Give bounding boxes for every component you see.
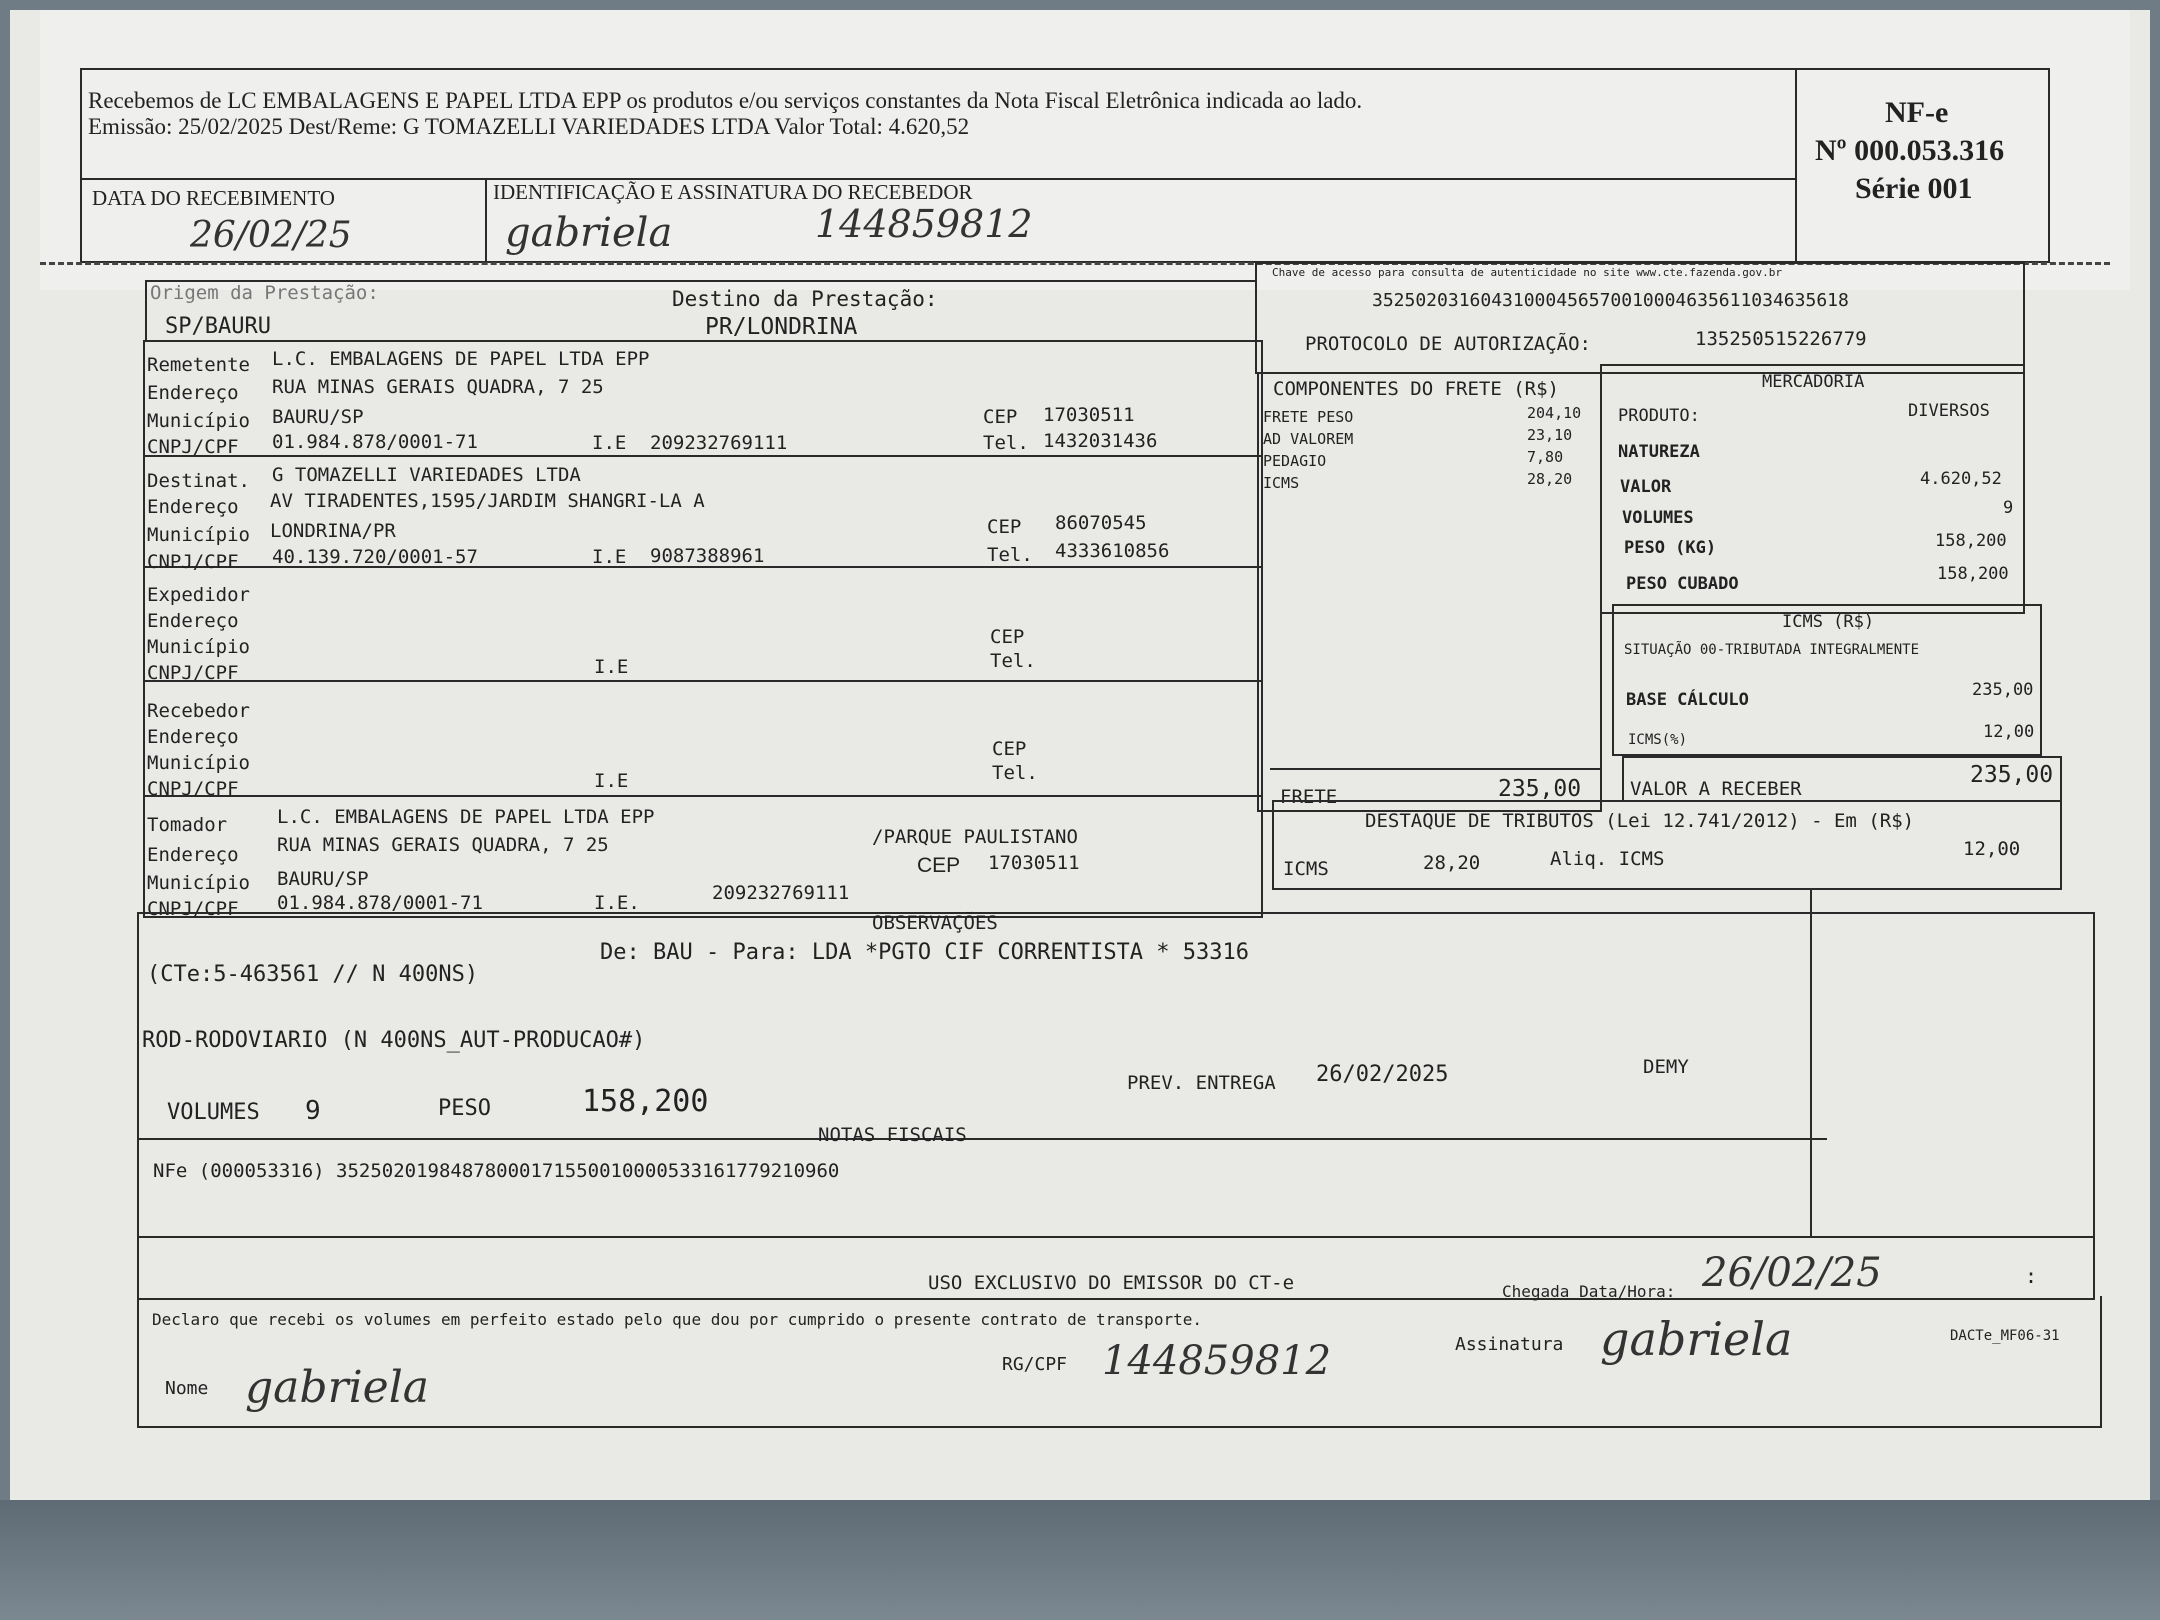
declaro-text: Declaro que recebi os volumes em perfeito estado pelo que dou por cumprido o presente contrato de transporte.	[152, 1310, 1202, 1329]
expedidor-label: Expedidor	[147, 584, 250, 606]
remetente-tel: 1432031436	[1043, 430, 1158, 452]
ident-signature: gabriela	[505, 210, 673, 256]
obs-line1a: (CTe:5-463561 // N 400NS)	[147, 962, 479, 987]
tributos-icms-value: 28,20	[1423, 852, 1481, 874]
prev-entrega-label: PREV. ENTREGA	[1127, 1072, 1276, 1094]
tomador-bairro: /PARQUE PAULISTANO	[872, 826, 1078, 848]
tributos-aliq-label: Aliq. ICMS	[1550, 848, 1665, 870]
tributos-aliq-value: 12,00	[1963, 838, 2021, 860]
recebedor-endereco-label: Endereço	[147, 726, 239, 748]
componente-label: PEDAGIO	[1263, 452, 1327, 470]
destinatario-endereco-label: Endereço	[147, 496, 239, 518]
expedidor-ie-label: I.E	[594, 656, 629, 678]
destinatario-endereco: AV TIRADENTES,1595/JARDIM SHANGRI-LA A	[270, 490, 705, 512]
frete-value: 235,00	[1498, 776, 1582, 802]
expedidor-endereco-label: Endereço	[147, 610, 239, 632]
tomador-cnpj-label: CNPJ/CPF	[147, 898, 239, 920]
tomador-endereco: RUA MINAS GERAIS QUADRA, 7 25	[277, 834, 609, 856]
remetente-label: Remetente	[147, 354, 250, 376]
frete-sep	[1270, 768, 1600, 770]
frete-label: FRETE	[1280, 786, 1338, 808]
remetente-endereco-label: Endereço	[147, 382, 239, 404]
destino-value: PR/LONDRINA	[705, 314, 858, 340]
remetente-endereco: RUA MINAS GERAIS QUADRA, 7 25	[272, 376, 604, 398]
ident-recebedor-label: IDENTIFICAÇÃO E ASSINATURA DO RECEBEDOR	[493, 180, 973, 204]
obs-volumes-label: VOLUMES	[167, 1100, 260, 1125]
remetente-nome: L.C. EMBALAGENS DE PAPEL LTDA EPP	[272, 348, 650, 370]
recebedor-ie-label: I.E	[594, 770, 629, 792]
destinatario-nome: G TOMAZELLI VARIEDADES LTDA	[272, 464, 581, 486]
obs-peso-value: 158,200	[582, 1084, 709, 1119]
icms-aliq-label: ICMS(%)	[1628, 732, 1688, 748]
icms-title: ICMS (R$)	[1782, 612, 1875, 632]
uso-title: USO EXCLUSIVO DO EMISSOR DO CT-e	[928, 1272, 1295, 1294]
valor-receber-label: VALOR A RECEBER	[1630, 778, 1802, 800]
assinatura-signature: gabriela	[1600, 1312, 1793, 1366]
recebedor-tel-label: Tel.	[992, 762, 1038, 784]
obs-line2: ROD-RODOVIARIO (N 400NS_AUT-PRODUCAO#)	[142, 1028, 646, 1053]
obs-peso-label: PESO	[438, 1096, 491, 1121]
destinatario-tel: 4333610856	[1055, 540, 1170, 562]
obs-volumes-value: 9	[305, 1096, 321, 1126]
valor-value: 4.620,52	[1920, 469, 2002, 489]
remetente-cep: 17030511	[1043, 404, 1135, 426]
remetente-cnpj: 01.984.878/0001-71	[272, 431, 478, 453]
remetente-cep-label: CEP	[983, 406, 1018, 428]
notas-title: NOTAS FISCAIS	[818, 1124, 967, 1146]
sep-rec-tom	[143, 795, 1263, 797]
destinatario-municipio-label: Município	[147, 524, 250, 546]
componentes-title: COMPONENTES DO FRETE (R$)	[1273, 378, 1559, 400]
ident-document: 144859812	[815, 202, 1033, 246]
chave-value: 35250203160431000456570010004635611034635618	[1372, 290, 1849, 311]
icms-aliq-value: 12,00	[1983, 722, 2035, 742]
componente-label: FRETE PESO	[1263, 408, 1354, 426]
obs-notas-sep	[137, 1138, 1827, 1140]
remetente-municipio-label: Município	[147, 410, 250, 432]
nfe-title: NF-e	[1885, 96, 1949, 129]
chave-label: Chave de acesso para consulta de autenticidade no site www.cte.fazenda.gov.br	[1272, 266, 1782, 279]
stub-line1: Recebemos de LC EMBALAGENS E PAPEL LTDA EPP os produtos e/ou serviços constantes da Nota Fiscal Eletrônica indicada ao lado.	[88, 88, 1363, 113]
tomador-cep-label: CEP	[917, 854, 961, 877]
componente-label: ICMS	[1263, 474, 1300, 492]
expedidor-cnpj-label: CNPJ/CPF	[147, 662, 239, 684]
tomador-ie-label: I.E.	[594, 892, 640, 914]
assinatura-label: Assinatura	[1455, 1334, 1564, 1355]
destinatario-cnpj: 40.139.720/0001-57	[272, 546, 478, 568]
prev-entrega-value: 26/02/2025	[1316, 1062, 1449, 1087]
valor-receber-value: 235,00	[1970, 762, 2054, 788]
base-calculo-label: BASE CÁLCULO	[1626, 690, 1749, 710]
tomador-ie: 209232769111	[712, 882, 850, 904]
tomador-endereco-label: Endereço	[147, 844, 239, 866]
destinatario-cep: 86070545	[1055, 512, 1147, 534]
destinatario-ie: 9087388961	[650, 545, 765, 567]
recebedor-label: Recebedor	[147, 700, 250, 722]
tomador-cep: 17030511	[988, 852, 1080, 874]
recebedor-municipio-label: Município	[147, 752, 250, 774]
componente-value: 204,10	[1527, 404, 1582, 422]
volumes-value: 9	[2003, 498, 2014, 518]
destinatario-cnpj-label: CNPJ/CPF	[147, 551, 239, 573]
remetente-cnpj-label: CNPJ/CPF	[147, 436, 239, 458]
peso-label: PESO (KG)	[1624, 538, 1717, 558]
chegada-label: Chegada Data/Hora:	[1502, 1282, 1676, 1301]
volumes-label: VOLUMES	[1622, 508, 1694, 528]
peso-value: 158,200	[1935, 531, 2007, 551]
destinatario-ie-label: I.E	[592, 546, 627, 568]
componente-value: 23,10	[1527, 426, 1573, 444]
produto-label: PRODUTO:	[1618, 406, 1700, 426]
sep-rem-dest	[143, 455, 1263, 457]
tomador-municipio: BAURU/SP	[277, 868, 369, 890]
valor-label: VALOR	[1620, 477, 1672, 497]
form-code: DACTe_MF06-31	[1950, 1328, 2060, 1344]
nfe-serie: Série 001	[1855, 172, 1973, 205]
recebedor-cep-label: CEP	[992, 738, 1027, 760]
componente-label: AD VALOREM	[1263, 430, 1354, 448]
destinatario-label: Destinat.	[147, 470, 250, 492]
rg-label: RG/CPF	[1002, 1354, 1068, 1375]
nome-signature: gabriela	[245, 1362, 430, 1413]
data-recebimento-label: DATA DO RECEBIMENTO	[92, 186, 335, 210]
stub-line2: Emissão: 25/02/2025 Dest/Reme: G TOMAZELLI VARIEDADES LTDA Valor Total: 4.620,52	[88, 114, 970, 139]
componente-value: 7,80	[1527, 448, 1564, 466]
tomador-municipio-label: Município	[147, 872, 250, 894]
stub-divider-nfe	[1795, 68, 1797, 263]
natureza-label: NATUREZA	[1618, 442, 1700, 462]
destinatario-tel-label: Tel.	[987, 544, 1033, 566]
expedidor-tel-label: Tel.	[990, 650, 1036, 672]
chegada-hora: :	[2025, 1264, 2038, 1288]
observacoes-title: OBSERVAÇÕES	[872, 912, 998, 934]
tributos-icms-label: ICMS	[1283, 858, 1329, 880]
notas-line: NFe (000053316) 35250201984878000171550010000533161779210960	[153, 1160, 840, 1182]
data-recebimento-value: 26/02/25	[190, 215, 352, 256]
obs-right-divider	[1810, 890, 1812, 1236]
base-calculo-value: 235,00	[1972, 680, 2034, 700]
protocolo-label: PROTOCOLO DE AUTORIZAÇÃO:	[1305, 333, 1591, 355]
nfe-number: Nº 000.053.316	[1815, 134, 2005, 167]
demy-label: DEMY	[1643, 1056, 1689, 1078]
protocolo-value: 135250515226779	[1695, 328, 1867, 350]
destinatario-cep-label: CEP	[987, 516, 1022, 538]
componente-value: 28,20	[1527, 470, 1573, 488]
origem-label: Origem da Prestação:	[150, 282, 379, 304]
destinatario-municipio: LONDRINA/PR	[270, 520, 396, 542]
expedidor-cep-label: CEP	[990, 626, 1025, 648]
rg-value: 144859812	[1102, 1338, 1332, 1384]
recebedor-cnpj-label: CNPJ/CPF	[147, 778, 239, 800]
cubado-value: 158,200	[1937, 564, 2009, 584]
produto-value: DIVERSOS	[1908, 401, 1990, 421]
destino-label: Destino da Prestação:	[672, 287, 938, 311]
cubado-label: PESO CUBADO	[1626, 574, 1739, 594]
remetente-tel-label: Tel.	[983, 432, 1029, 454]
remetente-ie-label: I.E	[592, 432, 627, 454]
chegada-value: 26/02/25	[1702, 1250, 1882, 1296]
mercadoria-title: MERCADORIA	[1762, 372, 1865, 392]
tomador-cnpj: 01.984.878/0001-71	[277, 892, 483, 914]
expedidor-municipio-label: Município	[147, 636, 250, 658]
nome-label: Nome	[165, 1378, 209, 1399]
remetente-ie: 209232769111	[650, 432, 788, 454]
obs-line1b: De: BAU - Para: LDA *PGTO CIF CORRENTISTA * 53316	[600, 940, 1250, 965]
origem-value: SP/BAURU	[165, 314, 271, 339]
stub-divider-date	[485, 178, 487, 263]
tomador-label: Tomador	[147, 814, 228, 836]
remetente-municipio: BAURU/SP	[272, 406, 364, 428]
sep-exp-rec	[143, 680, 1263, 682]
tomador-nome: L.C. EMBALAGENS DE PAPEL LTDA EPP	[277, 806, 655, 828]
uso-sep	[137, 1236, 2095, 1238]
icms-situacao: SITUAÇÃO 00-TRIBUTADA INTEGRALMENTE	[1624, 642, 1920, 658]
tributos-title: DESTAQUE DE TRIBUTOS (Lei 12.741/2012) - Em (R$)	[1365, 810, 1915, 832]
table-surface	[0, 1500, 2160, 1620]
